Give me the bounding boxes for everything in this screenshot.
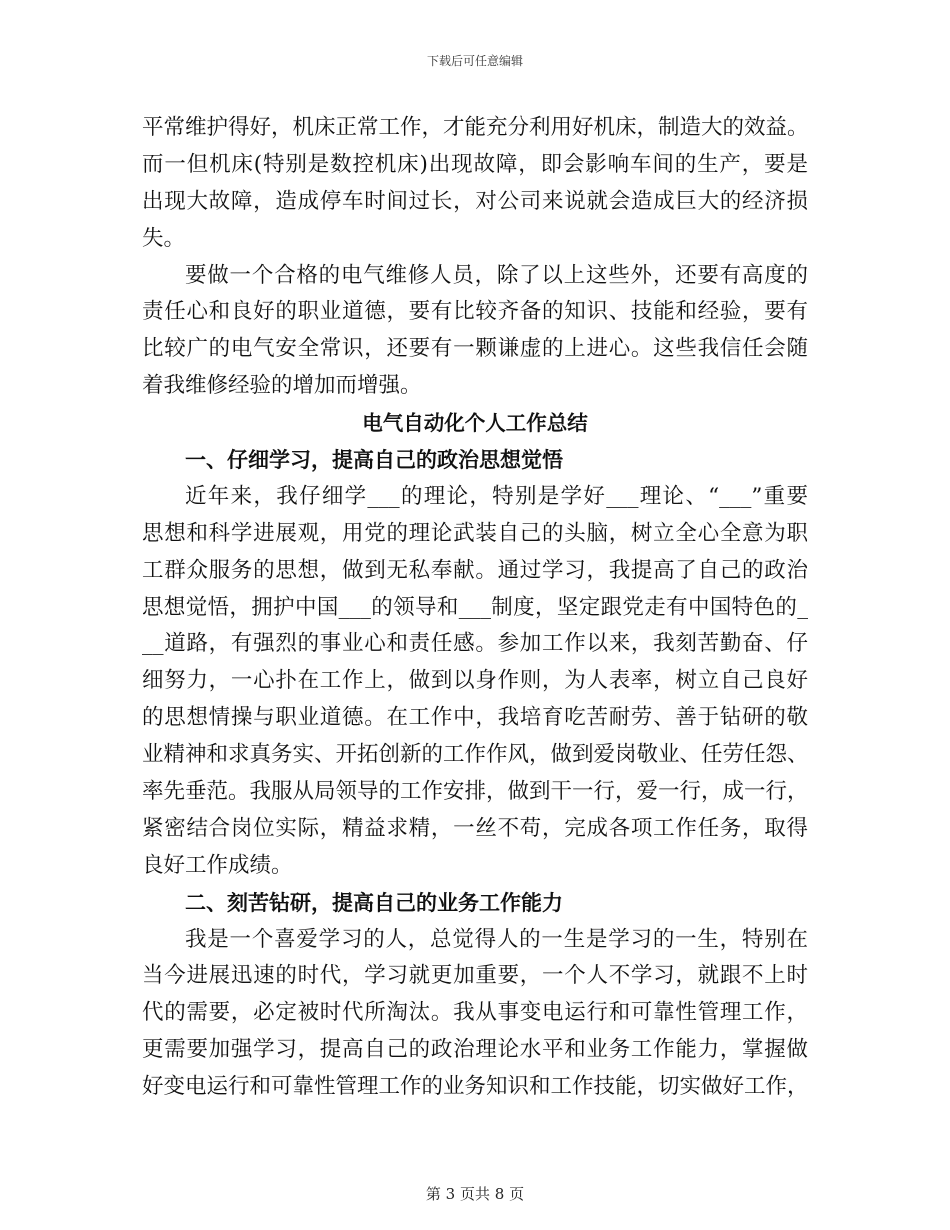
document-title: 电气自动化个人工作总结	[362, 411, 588, 436]
paragraph-1	[142, 110, 808, 258]
paragraph-4	[142, 922, 808, 1106]
text-line: 要做一个合格的电气维修人员，除了以上这些外，还要有高度的	[185, 262, 808, 288]
text-line: 良好工作成绩。	[142, 852, 293, 878]
text-line: 失。	[142, 225, 186, 251]
text-line: 思想和科学进展观，用党的理论武装自己的头脑，树立全心全意为职	[142, 520, 808, 546]
text-line: 而一但机床(特别是数控机床)出现故障，即会影响车间的生产，要是	[142, 151, 808, 177]
section-heading-2: 二、刻苦钻研，提高自己的业务工作能力	[185, 889, 563, 915]
text-line: 近年来，我仔细学___的理论，特别是学好___理论、“___”重要	[185, 483, 808, 509]
text-line: 工群众服务的思想，做到无私奉献。通过学习，我提高了自己的政治	[142, 557, 808, 583]
text-line: 紧密结合岗位实际，精益求精，一丝不苟，完成各项工作任务，取得	[142, 815, 808, 841]
text-line: 当今进展迅速的时代，学习就更加重要，一个人不学习，就跟不上时	[142, 963, 808, 989]
section-heading-1: 一、仔细学习，提高自己的政治思想觉悟	[185, 447, 563, 473]
page-footer: 第 3 页共 8 页	[425, 1185, 525, 1203]
text-line: 出现大故障，造成停车时间过长，对公司来说就会造成巨大的经济损	[142, 188, 808, 214]
paragraph-3	[142, 479, 808, 885]
text-line: 代的需要，必定被时代所淘汰。我从事变电运行和可靠性管理工作，	[142, 1000, 808, 1026]
page-header: 下载后可任意编辑	[426, 54, 523, 68]
document-body	[142, 110, 808, 1106]
paragraph-2	[142, 258, 808, 406]
text-line: 率先垂范。我服从局领导的工作安排，做到干一行，爱一行，成一行，	[142, 779, 809, 805]
text-line: 责任心和良好的职业道德，要有比较齐备的知识、技能和经验，要有	[142, 299, 808, 325]
text-line: 着我维修经验的增加而增强。	[142, 373, 422, 399]
text-line: __道路，有强烈的事业心和责任感。参加工作以来，我刻苦勤奋、仔	[142, 631, 808, 657]
text-line: 思想觉悟，拥护中国___的领导和___制度，坚定跟党走有中国特色的_	[142, 594, 808, 620]
text-line: 更需要加强学习，提高自己的政治理论水平和业务工作能力，掌握做	[142, 1037, 808, 1063]
text-line: 的思想情操与职业道德。在工作中，我培育吃苦耐劳、善于钻研的敬	[142, 705, 808, 731]
text-line: 细努力，一心扑在工作上，做到以身作则，为人表率，树立自己良好	[142, 668, 808, 694]
text-line: 业精神和求真务实、开拓创新的工作作风，做到爱岗敬业、任劳任怨、	[142, 742, 809, 768]
text-line: 平常维护得好，机床正常工作，才能充分利用好机床，制造大的效益。	[142, 115, 809, 140]
text-line: 比较广的电气安全常识，还要有一颗谦虚的上进心。这些我信任会随	[142, 336, 808, 362]
text-line: 我是一个喜爱学习的人，总觉得人的一生是学习的一生，特别在	[185, 926, 808, 952]
text-line: 好变电运行和可靠性管理工作的业务知识和工作技能，切实做好工作，	[142, 1074, 809, 1100]
